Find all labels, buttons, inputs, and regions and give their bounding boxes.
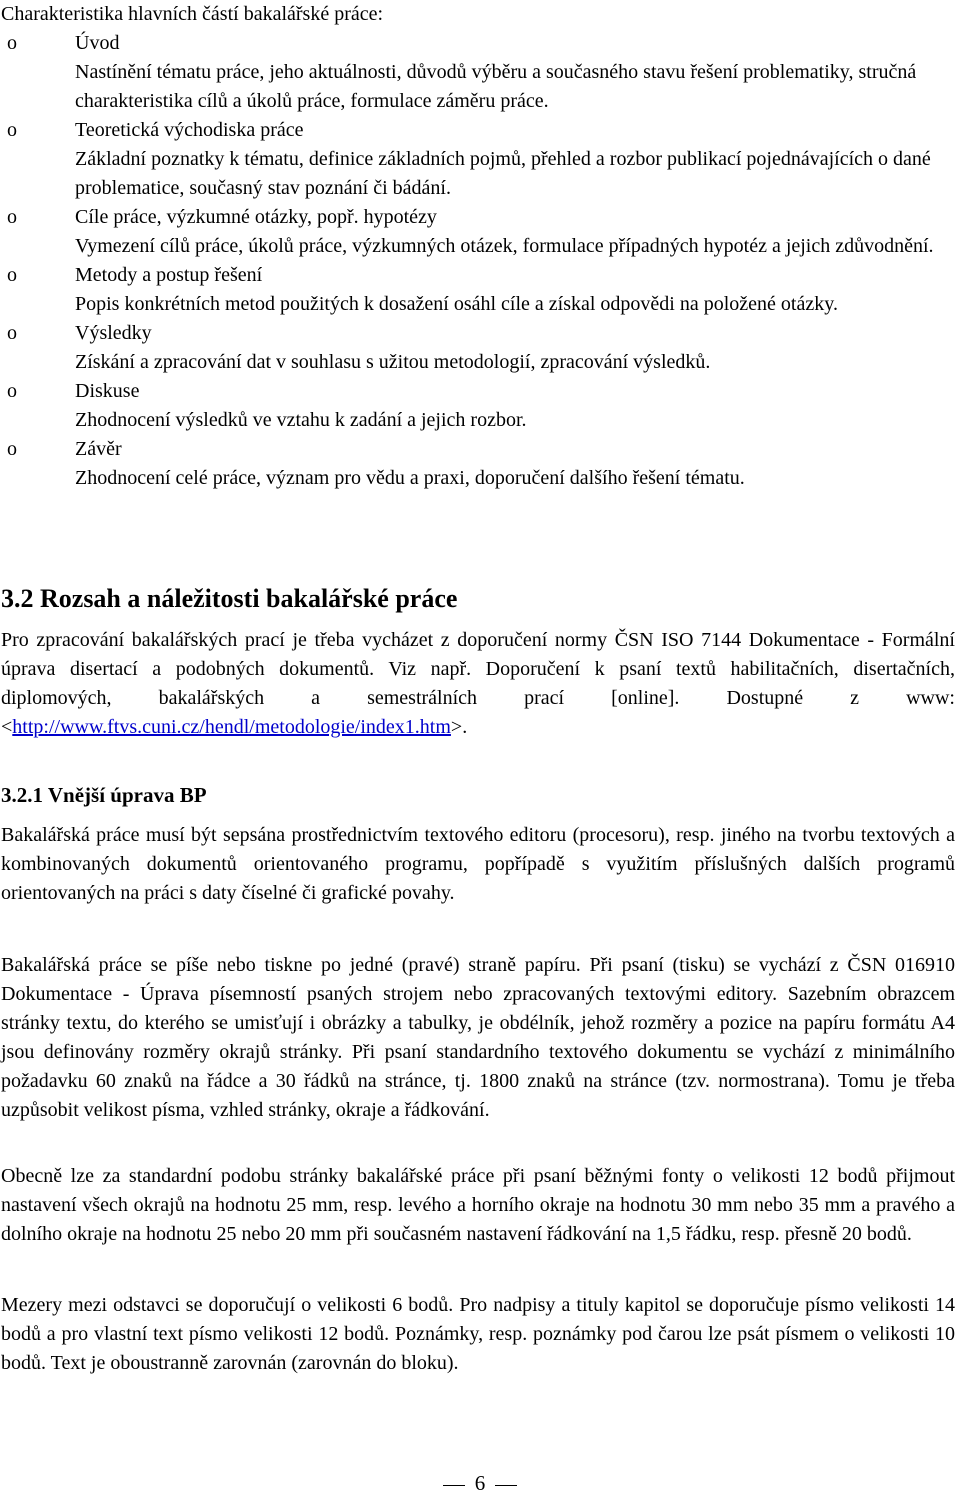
list-item-desc: Popis konkrétních metod použitých k dosažení osáhl cíle a získal odpovědi na položené otázky.	[75, 293, 838, 315]
list-item-title: Úvod	[75, 32, 120, 54]
bullet-icon: o	[7, 380, 17, 402]
bullet-icon: o	[7, 32, 17, 54]
list-item	[1, 435, 956, 493]
bullet-icon: o	[7, 119, 17, 141]
list-item-title: Teoretická východiska práce	[75, 119, 304, 141]
footer-dash-right	[495, 1485, 517, 1486]
section-paragraph	[1, 626, 955, 742]
list-item	[1, 319, 956, 377]
list-item-desc: Zhodnocení celé práce, význam pro vědu a praxi, doporučení dalšího řešení tématu.	[75, 467, 745, 489]
bullet-icon: o	[7, 322, 17, 344]
body-paragraph: Obecně lze za standardní podobu stránky bakalářské práce při psaní běžnými fonty o velikosti 12 bodů přijmout nastavení všech okrajů na hodnotu 25 mm, resp. levého a horního okraje na hodnotu 30 mm nebo 35 mm a pravého a dolního okraje na hodnotu 25 nebo 20 mm při současném nastavení řádkování na 1,5 řádku, resp. přesně 20 bodů.	[1, 1165, 955, 1245]
body-paragraph: Mezery mezi odstavci se doporučují o velikosti 6 bodů. Pro nadpisy a tituly kapitol se doporučuje písmo velikosti 14 bodů a pro vlastní text písmo velikosti 12 bodů. Poznámky, resp. poznámky pod čarou lze psát písmem o velikosti 10 bodů. Text je oboustranně zarovnán (zarovnán do bloku).	[1, 1294, 955, 1374]
list-item	[1, 261, 956, 319]
list-item-title: Cíle práce, výzkumné otázky, popř. hypotézy	[75, 206, 437, 228]
body-paragraph: Bakalářská práce se píše nebo tiskne po jedné (pravé) straně papíru. Při psaní (tisku) se vychází z ČSN 016910 Dokumentace - Úprava písemností psaných strojem nebo zpracovaných textovými editory. Sazebním obrazcem stránky textu, do kterého se umisťují i obrázky a tabulky, je obdélník, jehož rozměry a pozice na papíru formátu A4 jsou definovány rozměry okrajů stránky. Při psaní standardního textového dokumentu se vychází z minimálního požadavku 60 znaků na řádce a 30 řádků na stránce, tj. 1800 znaků na stránce (tzv. normostrana). Tomu je třeba uzpůsobit velikost písma, vzhled stránky, okraje a řádkování.	[1, 954, 955, 1121]
section-heading: 3.2 Rozsah a náležitosti bakalářské práce	[1, 584, 458, 613]
list-item-title: Závěr	[75, 438, 122, 460]
list-item-desc: Základní poznatky k tématu, definice základních pojmů, přehled a rozbor publikací pojednávajících o dané problematice, současný stav poznání či bádání.	[75, 148, 931, 199]
footer-dash-left	[443, 1485, 465, 1486]
bullet-icon: o	[7, 206, 17, 228]
bullet-icon: o	[7, 438, 17, 460]
subsection-heading: 3.2.1 Vnější úprava BP	[1, 783, 207, 807]
reference-link[interactable]: http://www.ftvs.cuni.cz/hendl/metodologie/index1.htm	[12, 716, 451, 738]
list-item	[1, 203, 956, 261]
list-item	[1, 29, 956, 116]
document-page	[0, 0, 960, 493]
paragraph-text: Pro zpracování bakalářských prací je třeba vycházet z doporučení normy ČSN ISO 7144 Dokumentace - Formální úprava disertací a podobných dokumentů. Viz např. Doporučení k psaní textů habilitačních, disertačních, diplomových, bakalářských a semestrálních prací [online]. Dostupné z www: <	[1, 629, 955, 738]
body-paragraph: Bakalářská práce musí být sepsána prostřednictvím textového editoru (procesoru), resp. jiného na tvorbu textových a kombinovaných dokumentů orientovaného programu, popřípadě s využitím příslušných dalších programů orientovaných na práci s daty číselné či grafické povahy.	[1, 824, 955, 904]
list-item-title: Výsledky	[75, 322, 152, 344]
list-item-title: Diskuse	[75, 380, 140, 402]
list-item-desc: Vymezení cílů práce, úkolů práce, výzkumných otázek, formulace případných hypotéz a jejich zdůvodnění.	[75, 235, 934, 257]
list-item	[1, 116, 956, 203]
chapter-list	[1, 29, 956, 493]
list-item-desc: Nastínění tématu práce, jeho aktuálnosti, důvodů výběru a současného stavu řešení problematiky, stručná charakteristika cílů a úkolů práce, formulace záměru práce.	[75, 61, 917, 112]
paragraph-text-end: >.	[450, 716, 468, 738]
page-footer	[0, 1470, 960, 1496]
list-item-title: Metody a postup řešení	[75, 264, 263, 286]
list-item-desc: Zhodnocení výsledků ve vztahu k zadání a jejich rozbor.	[75, 409, 527, 431]
list-item-desc: Získání a zpracování dat v souhlasu s užitou metodologií, zpracování výsledků.	[75, 351, 711, 373]
bullet-icon: o	[7, 264, 17, 286]
intro-line: Charakteristika hlavních částí bakalářské práce:	[1, 3, 384, 25]
list-item	[1, 377, 956, 435]
page-number: 6	[474, 1471, 486, 1495]
